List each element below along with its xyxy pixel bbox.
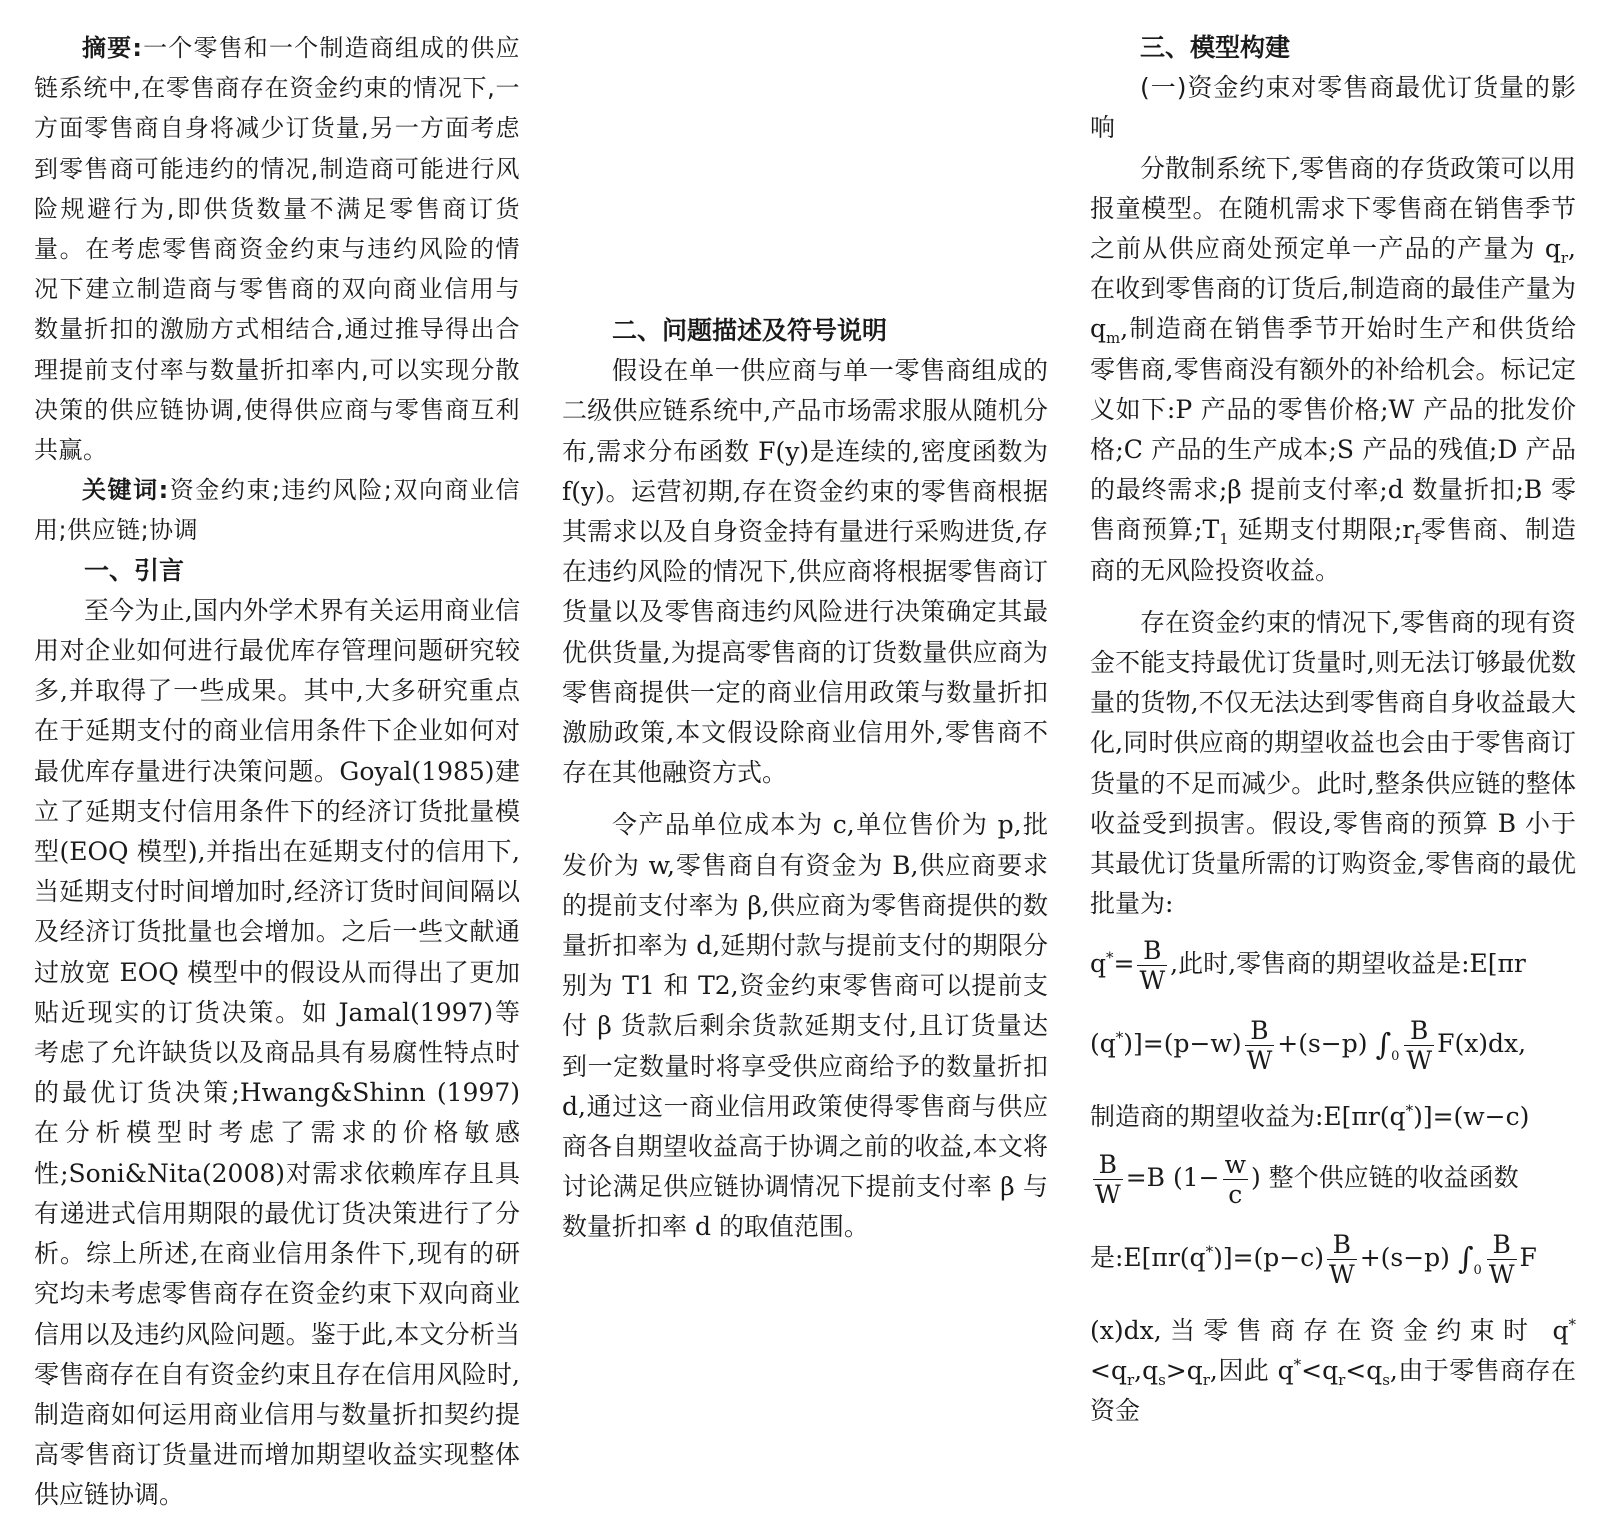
formula-retailer-expected-profit: (q*)]=(p−w) $\frac{B}{W}$ +(s−p) $\int_0$ $\frac{B}{W}$ F(x)dx, [1090, 1016, 1527, 1076]
section-2-heading: 二、问题描述及符号说明 [612, 316, 888, 345]
formula-optimal-quantity: q*= $\frac{B}{W}$ ,此时,零售商的期望收益是:E[πr [1090, 936, 1526, 996]
section-3-paragraph-1: 分散制系统下,零售商的存货政策可以用报童模型。在随机需求下零售商在销售季节之前从供应商处预定单一产品的产量为 $q_r$,在收到零售商的订货后,制造商的最佳产量为 $q_m$,制造商在销售季节开始时生产和供货给零售商,零售商没有额外的补给机会。标记定义如下:P 产品的零售价格;W 产品的批发价格;C 产品的生产成本;S 产品的残值;D 产品的最终需求;β 提前支付率;d 数量折扣;B 零售商预算$;T_1$ 延期支付期限$;r_f$零售商、制造商的无风险投资收益。 [1090, 153, 1576, 585]
formula-supply-chain-profit: 是:E[πr(q*)]=(p−c) $\frac{B}{W}$ +(s−p) $\int_0$ $\frac{B}{W}$ F [1090, 1229, 1537, 1289]
section-3-heading: 三、模型构建 [1140, 33, 1291, 62]
keywords-text: 资金约束;违约风险;双向商业信用;供应链;协调 [34, 476, 520, 545]
fraction-b-over-w: $\frac{B}{W}$ [1488, 1229, 1515, 1289]
column-3 [1090, 28, 1576, 1431]
integral-symbol: ∫ [1457, 1241, 1474, 1277]
abstract-text: 一个零售和一个制造商组成的供应链系统中,在零售商存在资金约束的情况下,一方面零售商自身将减少订货量,另一方面考虑到零售商可能违约的情况,制造商可能进行风险规避行为,即供货数量不满足零售商订货量。在考虑零售商资金约束与违约风险的情况下建立制造商与零售商的双向商业信用与数量折扣的激励方式相结合,通过推导得出合理提前支付率与数量折扣率内,可以实现分散决策的供应链协调,使得供应商与零售商互利共赢。 [34, 34, 521, 465]
fraction-b-over-w: $\frac{B}{W}$ [1246, 1016, 1273, 1076]
abstract-label: 摘要: [82, 34, 143, 62]
fraction-b-over-w: $\frac{B}{W}$ [1329, 1229, 1355, 1289]
keywords [34, 470, 520, 550]
fraction-b-over-w: $\frac{B}{W}$ [1139, 936, 1166, 996]
formula-manufacturer-expected-profit: 制造商的期望收益为:E[πr(q*)]=(w−c) [1090, 1102, 1530, 1132]
section-2-paragraph-1: 假设在单一供应商与单一零售商组成的二级供应链系统中,产品市场需求服从随机分布,需求分布函数 F(y)是连续的,密度函数为 f(y)。运营初期,存在资金约束的零售商根据其需求以及自身资金持有量进行采购进货,存在违约风险的情况下,供应商将根据零售商订货量以及零售商违约风险进行决策确定其最优供货量,为提高零售商的订货数量供应商为零售商提供一定的商业信用政策与数量折扣激励政策,本文假设除商业信用外,零售商不存在其他融资方式。 [562, 356, 1048, 788]
section-3-paragraph-2: 存在资金约束的情况下,零售商的现有资金不能支持最优订货量时,则无法订够最优数量的货物,不仅无法达到零售商自身收益最大化,同时供应商的期望收益也会由于零售商订货量的不足而减少。此时,整条供应链的整体收益受到损害。假设,零售商的预算 B 小于其最优订货量所需的订购资金,零售商的最优批量为: [1090, 607, 1576, 919]
integral-symbol: ∫ [1375, 1027, 1392, 1063]
section-3-paragraph-3: (x)dx,当零售商存在资金约束时 $q^*<q_r,q_s>q_r$,因此 $q^*<q_r<q_s$,由于零售商存在资金 [1090, 1315, 1576, 1426]
abstract [34, 28, 520, 470]
section-1-heading: 一、引言 [84, 555, 185, 585]
keywords-label: 关键词: [82, 476, 169, 505]
section-3-subheading: (一)资金约束对零售商最优订货量的影响 [1090, 73, 1576, 143]
fraction-b-over-w: $\frac{B}{W}$ [1406, 1016, 1433, 1076]
column-2-content [562, 311, 1048, 1248]
fraction-b-over-w: $\frac{B}{W}$ [1095, 1149, 1121, 1209]
column-1 [34, 28, 521, 1510]
fraction-w-over-c: $\frac{w}{c}$ [1224, 1149, 1246, 1209]
section-1-paragraph: 至今为止,国内外学术界有关运用商业信用对企业如何进行最优库存管理问题研究较多,并取得了一些成果。其中,大多研究重点在于延期支付的商业信用条件下企业如何对最优库存量进行决策问题。Goyal(1985)建立了延期支付信用条件下的经济订货批量模型(EOQ 模型),并指出在延期支付的信用下,当延期支付时间增加时,经济订货时间间隔以及经济订货批量也会增加。之后一些文献通过放宽 EOQ 模型中的假设从而得出了更加贴近现实的订货决策。如 Jamal(1997)等考虑了允许缺货以及商品具有易腐性特点时的最优订货决策;Hwang&Shinn (1997) 在分析模型时考虑了需求的价格敏感性;Soni&Nita(2008)对需求依赖库存且具有递进式信用期限的最优订货决策进行了分析。综上所述,在商业信用条件下,现有的研究均未考虑零售商存在资金约束下双向商业信用以及违约风险问题。鉴于此,本文分析当零售商存在自有资金约束且存在信用风险时,制造商如何运用商业信用与数量折扣契约提高零售商订货量进而增加期望收益实现整体供应链协调。 [34, 595, 520, 1510]
section-2-paragraph-2: 令产品单位成本为 c,单位售价为 p,批发价为 w,零售商自有资金为 B,供应商要求的提前支付率为 β,供应商为零售商提供的数量折扣率为 d,延期付款与提前支付的期限分别为 T1 和 T2,资金约束零售商可以提前支付 β 货款后剩余货款延期支付,且订货量达到一定数量时将享受供应商给予的数量折扣 d,通过这一商业信用政策使得零售商与供应商各自期望收益高于协调之前的收益,本文将讨论满足供应链协调情况下提前支付率 β 与数量折扣率 d 的取值范围。 [562, 810, 1048, 1242]
formula-manufacturer-profit-value: $\frac{B}{W}$ =B (1− $\frac{w}{c}$ ) 整个供应链的收益函数 [1095, 1149, 1519, 1209]
